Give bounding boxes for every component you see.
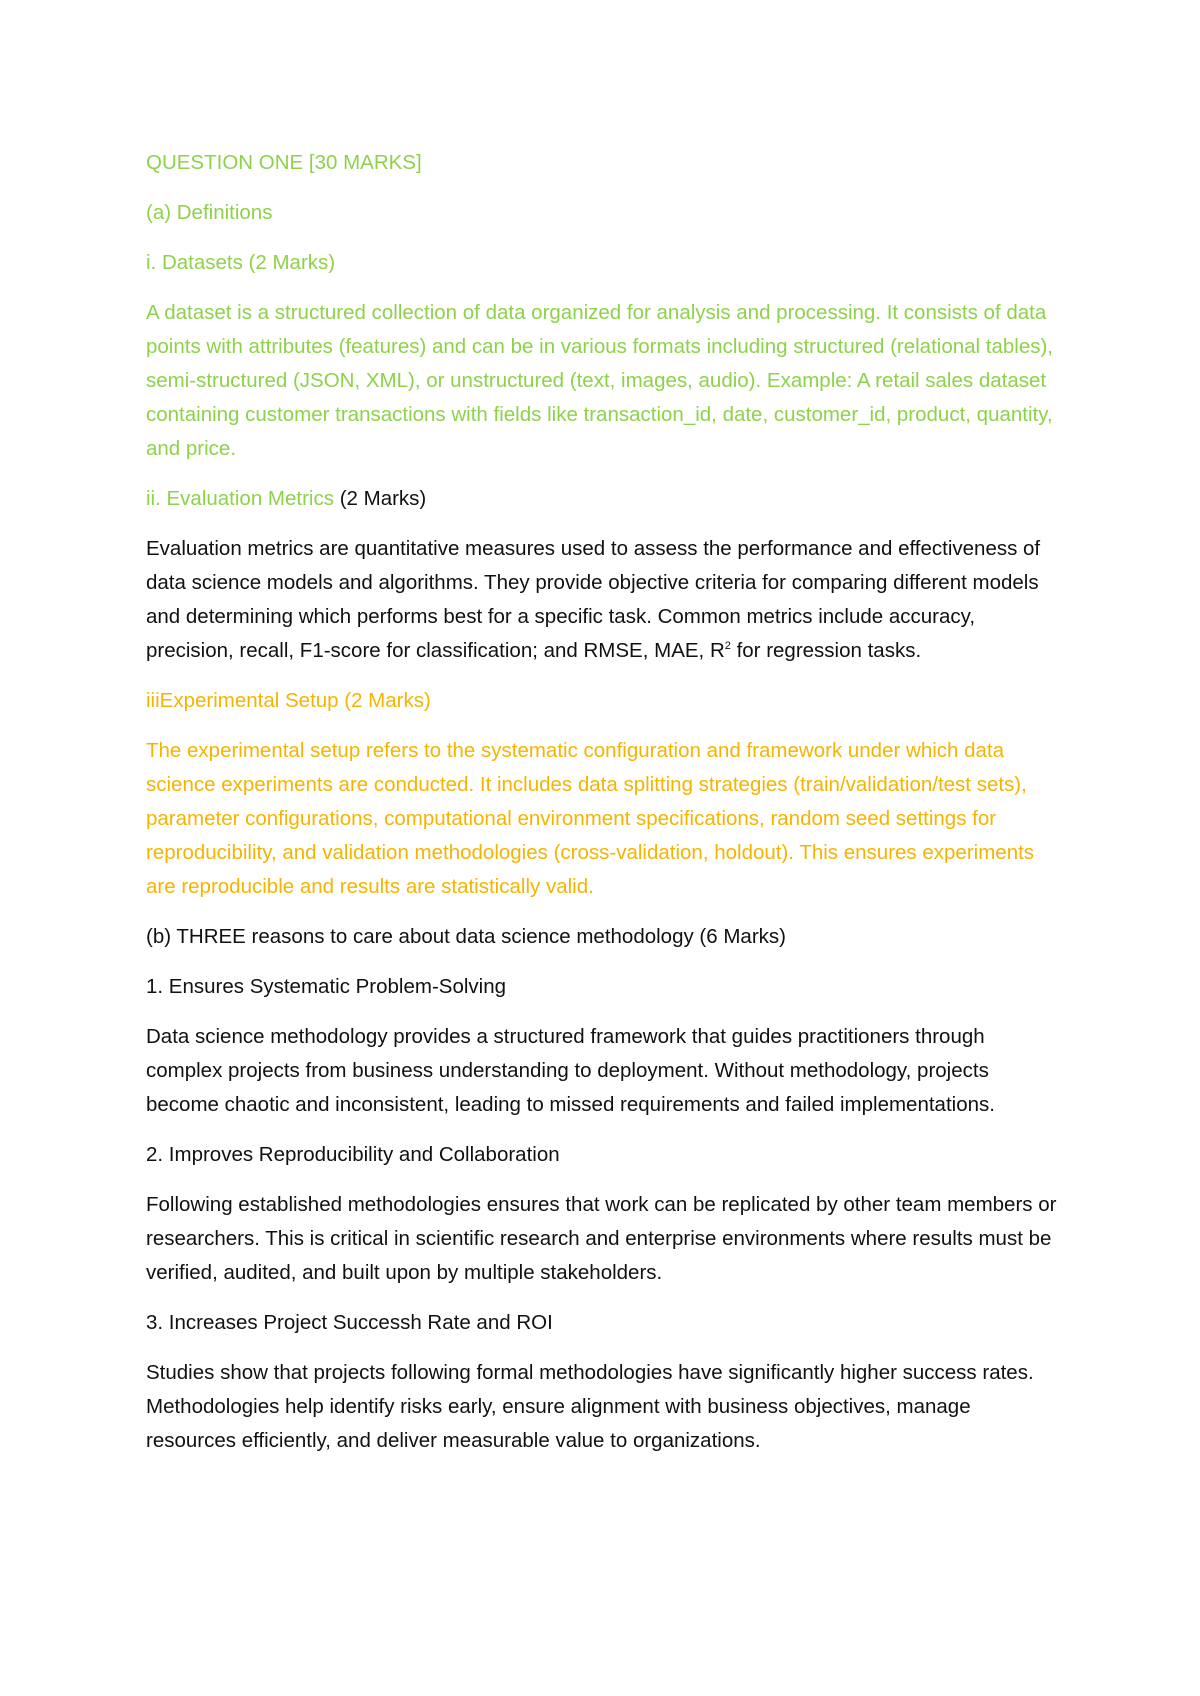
item-iii-heading: iiiExperimental Setup (2 Marks) <box>146 689 431 712</box>
item-ii-body-superscript: 2 <box>724 640 731 653</box>
item-ii-heading <box>146 482 1066 516</box>
reason-1-heading: 1. Ensures Systematic Problem-Solving <box>146 975 507 998</box>
reason-2-heading: 2. Improves Reproducibility and Collaboration <box>146 1143 560 1166</box>
document-body <box>146 146 1066 1474</box>
reason-2-body: Following established methodologies ensures that work can be replicated by other team members or researchers. This is critical in scientific research and enterprise environments where results must be verified, audited, and built upon by multiple stakeholders. <box>146 1193 1057 1284</box>
section-a-heading: (a) Definitions <box>146 201 273 224</box>
item-i-heading: i. Datasets (2 Marks) <box>146 251 336 274</box>
reason-1-body: Data science methodology provides a structured framework that guides practitioners through complex projects from business understanding to deployment. Without methodology, projects become chaotic and inconsistent, leading to missed requirements and failed implementations. <box>146 1025 995 1116</box>
question-heading: QUESTION ONE [30 MARKS] <box>146 151 422 174</box>
item-ii-body-end: for regression tasks. <box>730 639 922 662</box>
item-iii-body: The experimental setup refers to the systematic configuration and framework under which data science experiments are conducted. It includes data splitting strategies (train/validation/test sets), parameter configurations, computational environment specifications, random seed settings for reproducibility, and validation methodologies (cross-validation, holdout). This ensures experiments are reproducible and results are statistically valid. <box>146 739 1035 898</box>
item-ii-heading-marks: (2 Marks) <box>339 487 427 510</box>
item-ii-heading-colored: ii. Evaluation Metrics <box>146 487 340 510</box>
reason-3-heading: 3. Increases Project Successh Rate and ROI <box>146 1311 553 1334</box>
item-i-body: A dataset is a structured collection of data organized for analysis and processing. It consists of data points with attributes (features) and can be in various formats including structured (relational tables), semi-structured (JSON, XML), or unstructured (text, images, audio). Example: A retail sales dataset containing customer transactions with fields like transaction_id, date, customer_id, product, quantity, and price. <box>146 301 1054 460</box>
reason-3-body: Studies show that projects following formal methodologies have significantly higher success rates. Methodologies help identify risks early, ensure alignment with business objectives, manage resources efficiently, and deliver measurable value to organizations. <box>146 1361 1034 1452</box>
item-ii-body <box>146 532 1066 668</box>
section-b-heading: (b) THREE reasons to care about data science methodology (6 Marks) <box>146 925 786 948</box>
item-ii-body-main: Evaluation metrics are quantitative measures used to assess the performance and effectiveness of data science models and algorithms. They provide objective criteria for comparing different models and determining which performs best for a specific task. Common metrics include accuracy, precision, recall, F1-score for classification; and RMSE, MAE, R <box>146 537 1041 662</box>
